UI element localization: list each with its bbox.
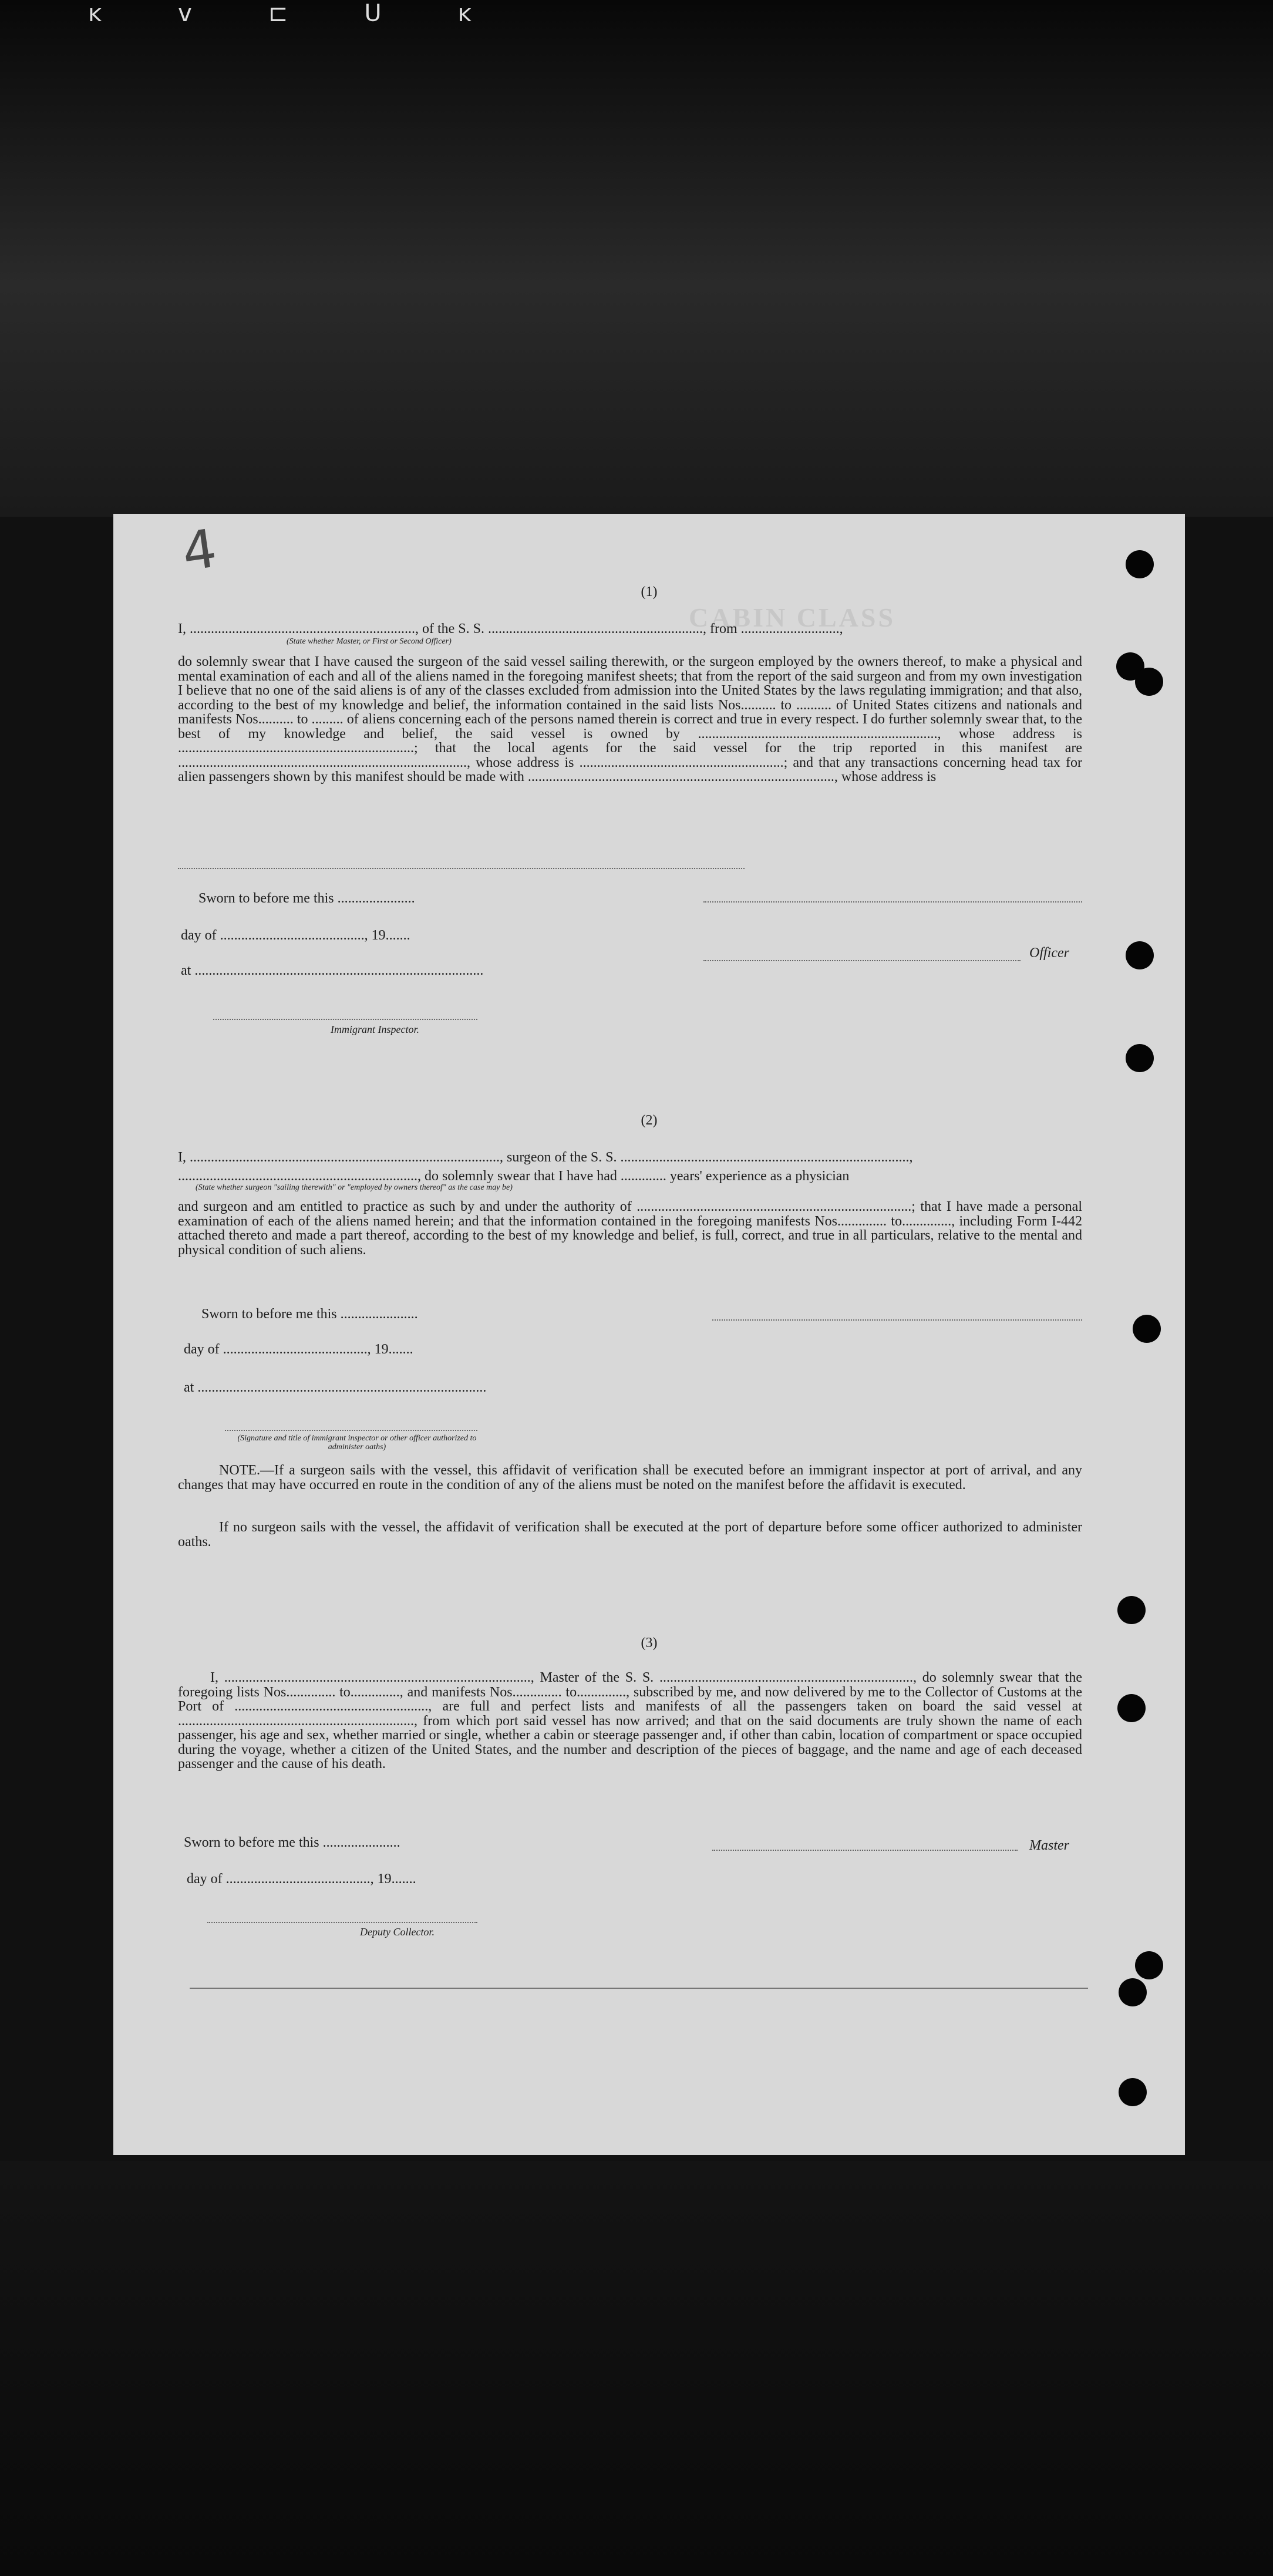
field-caption: (State whether surgeon "sailing therewith" or "employed by owners thereof" as the case may be) bbox=[196, 1183, 513, 1192]
section-number: (3) bbox=[641, 1635, 658, 1651]
surgeon-oath-body: and surgeon and am entitled to practice as such by and under the authority of ..............................................................................; that I have made a personal examination of each of the aliens named herein; and that the information contained in the foregoing manifests Nos.............. to.............., including Form I-442 attached thereto and made a part thereof, according to the best of my knowledge and belief, is full, correct, and true in all particulars, relative to the mental and physical condition of such aliens. bbox=[178, 1199, 1082, 1258]
bleed-through-text: CABIN CLASS bbox=[689, 602, 896, 632]
punch-hole-icon bbox=[1117, 1596, 1146, 1624]
surgeon-note: NOTE.—If a surgeon sails with the vessel, this affidavit of verification shall be executed before an immigrant inspector at port of arrival, and any changes that may have occurred en route in the condition of any of the aliens must be noted on the manifest before the affidavit is executed. bbox=[178, 1463, 1082, 1493]
punch-hole-icon bbox=[1119, 1978, 1147, 2006]
film-mark: ⊏ bbox=[268, 0, 288, 27]
officer-signature-line bbox=[703, 960, 1021, 961]
punch-hole-icon bbox=[1135, 1951, 1163, 1979]
film-mark: ĸ bbox=[457, 0, 472, 27]
film-mark: v bbox=[178, 0, 192, 27]
punch-hole-icon bbox=[1117, 1694, 1146, 1722]
signature-line bbox=[178, 868, 745, 869]
film-frame-marks bbox=[88, 0, 499, 27]
sworn-line: Sworn to before me this ...................... bbox=[198, 891, 415, 906]
master-label: Master bbox=[1029, 1838, 1069, 1853]
punch-hole-icon bbox=[1126, 550, 1154, 578]
place-line: at .................................................................................. bbox=[181, 963, 484, 978]
date-line: day of ........................................., 19....... bbox=[184, 1342, 413, 1357]
sworn-line: Sworn to before me this ...................... bbox=[201, 1306, 418, 1322]
section-number: (2) bbox=[641, 1113, 658, 1128]
signature-caption: (Signature and title of immigrant inspector or other officer authorized to administer oaths) bbox=[237, 1434, 477, 1452]
punch-hole-icon bbox=[1135, 668, 1163, 696]
inspector-signature-line bbox=[213, 1019, 477, 1020]
punch-hole-icon bbox=[1133, 1315, 1161, 1343]
date-line: day of ........................................., 19....... bbox=[181, 928, 410, 943]
surgeon-oath-line: I, ........................................................................................, surgeon of the S. S. .................................................................................., bbox=[178, 1150, 913, 1165]
punch-hole-icon bbox=[1126, 941, 1154, 969]
collector-signature-line bbox=[207, 1922, 477, 1923]
collector-label: Deputy Collector. bbox=[360, 1926, 435, 1938]
sworn-line: Sworn to before me this ...................... bbox=[184, 1835, 400, 1850]
place-line: at .................................................................................. bbox=[184, 1380, 487, 1395]
signature-line bbox=[703, 901, 1082, 903]
handwritten-mark: 4 bbox=[178, 517, 221, 584]
punch-hole-icon bbox=[1126, 1044, 1154, 1072]
page-bottom-rule bbox=[190, 1988, 1088, 1989]
officer-label: Officer bbox=[1029, 945, 1069, 961]
film-mark: ĸ bbox=[88, 0, 102, 27]
master-customs-oath-body: I, ......................................................................................., Master of the S. S. ........................................................................, do solemnly swear that the foregoing lists Nos.............. to.............., and manifests Nos.............. to.............., subscribed by me, and now delivered by me to the Collector of Customs at the Port of ......................................................., are full and perfect lists and manifests of all the passengers taken on board the said vessel at ..................................................................., from which port said vessel has now arrived; and that on the said documents are truly shown the name of each passenger, his age and sex, whether married or single, whether a cabin or steerage passenger and, if other than cabin, location of compartment or space occupied during the voyage, whether a citizen of the United States, and the number and description of the pieces of baggage, and the name and age of each deceased passenger and the cause of his death. bbox=[178, 1670, 1082, 1772]
inspector-signature-line bbox=[225, 1430, 477, 1431]
inspector-label: Immigrant Inspector. bbox=[331, 1023, 419, 1035]
surgeon-note-2: If no surgeon sails with the vessel, the affidavit of verification shall be executed at the port of departure before some officer authorized to administer oaths. bbox=[178, 1520, 1082, 1550]
film-mark: ᑌ bbox=[364, 0, 382, 27]
section-number: (1) bbox=[641, 584, 658, 600]
punch-hole-icon bbox=[1119, 2078, 1147, 2106]
date-line: day of ........................................., 19....... bbox=[187, 1871, 416, 1887]
surgeon-signature-line bbox=[712, 1319, 1082, 1321]
manifest-verification-page bbox=[113, 514, 1185, 2155]
master-signature-line bbox=[712, 1850, 1018, 1851]
film-border-top bbox=[0, 0, 1273, 517]
field-caption: (State whether Master, or First or Second Officer) bbox=[287, 637, 452, 646]
film-border-bottom bbox=[0, 2161, 1273, 2576]
master-oath-line: I, ................................................................, of the S. S. ............................................................., from ............................, bbox=[178, 621, 843, 637]
surgeon-oath-line: ...................................................................., do solemnly swear that I have had ............. years' experience as a physician bbox=[178, 1169, 850, 1184]
master-oath-body: do solemnly swear that I have caused the surgeon of the said vessel sailing therewith, or the surgeon employed by the owners thereof, to make a physical and mental examination of each and all of the aliens named in the foregoing manifest sheets; that from the report of the said surgeon and from my own investigation I believe that no one of the said aliens is of any of the classes excluded from admission into the United States by the laws regulating immigration; and that also, according to the best of my knowledge and belief, the information contained in the said lists Nos.......... to .......... of United States citizens and nationals and manifests Nos.......... to ......... of aliens concerning each of the persons named therein is correct and true in every respect. I do further solemnly swear that, to the best of my knowledge and belief, the said vessel is owned by ...................................................................., whose address is ...................................................................; that the local agents for the said vessel for the trip reported in this manifest are .................................................................................., whose address is ..........................................................; and that any transactions concerning head tax for alien passengers shown by this manifest should be made with ......................................................................................., whose address is bbox=[178, 654, 1082, 784]
